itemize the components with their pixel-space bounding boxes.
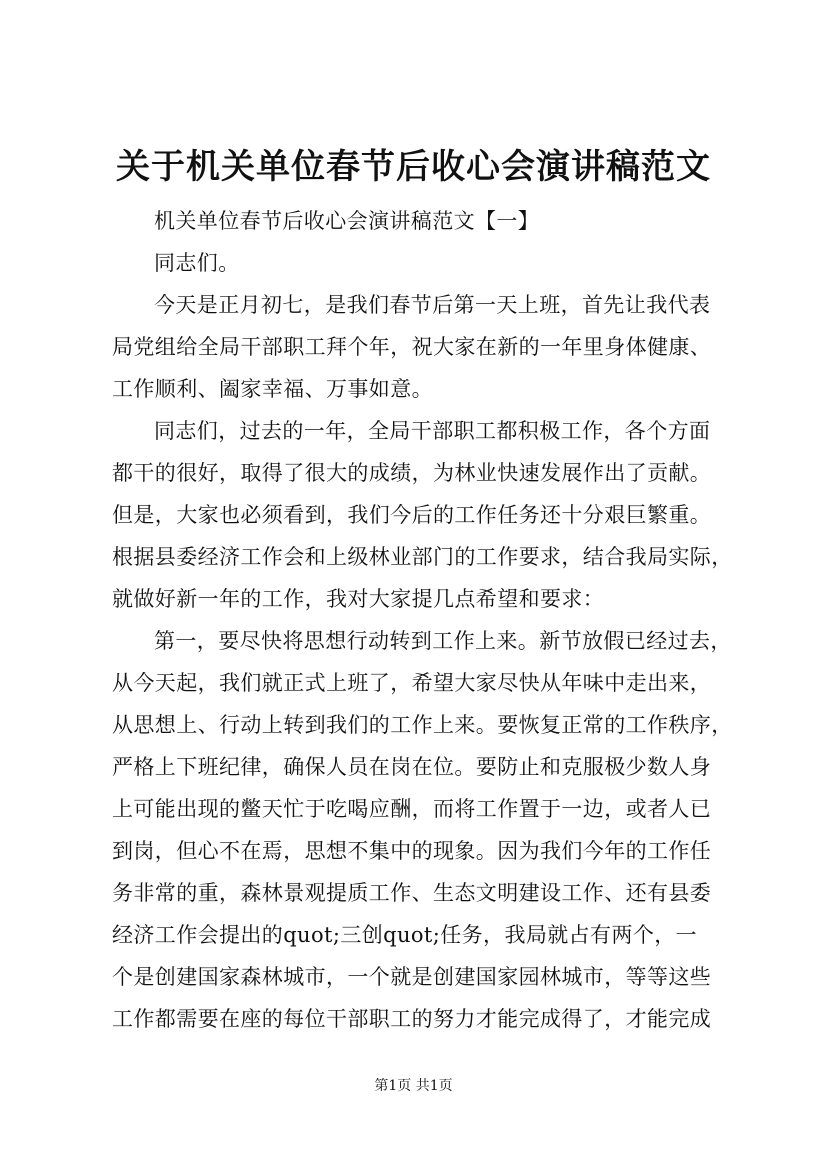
- page-number-footer: 第1页 共1页: [374, 1078, 453, 1094]
- body-line: 上可能出现的鳖天忙于吃喝应酬，而将工作置于一边，或者人已: [112, 797, 712, 821]
- body-line: 严格上下班纪律，确保人员在岗在位。要防止和克服极少数人身: [112, 755, 712, 779]
- document-body: [112, 200, 752, 1040]
- body-line: 同志们。: [154, 251, 240, 275]
- body-line: 就做好新一年的工作，我对大家提几点希望和要求：: [112, 587, 605, 611]
- body-line: 第一，要尽快将思想行动转到工作上来。新节放假已经过去，: [154, 629, 732, 653]
- body-line: 从思想上、行动上转到我们的工作上来。要恢复正常的工作秩序，: [112, 713, 733, 737]
- body-line: 局党组给全局干部职工拜个年，祝大家在新的一年里身体健康、: [112, 335, 712, 359]
- body-line: 都干的很好，取得了很大的成绩，为林业快速发展作出了贡献。: [112, 461, 712, 485]
- body-line: 到岗，但心不在焉，思想不集中的现象。因为我们今年的工作任: [112, 839, 712, 863]
- body-line: 经济工作会提出的quot;三创quot;任务，我局就占有两个，一: [112, 923, 698, 947]
- body-line: 今天是正月初七，是我们春节后第一天上班，首先让我代表: [154, 293, 711, 317]
- body-line: 个是创建国家森林城市，一个就是创建国家园林城市，等等这些: [112, 965, 712, 989]
- body-line: 根据县委经济工作会和上级林业部门的工作要求，结合我局实际，: [112, 545, 733, 569]
- body-line: 从今天起，我们就正式上班了，希望大家尽快从年味中走出来，: [112, 671, 712, 695]
- body-line: 工作顺利、阖家幸福、万事如意。: [112, 377, 433, 401]
- body-line: 机关单位春节后收心会演讲稿范文【一】: [154, 209, 540, 233]
- document-title: 关于机关单位春节后收心会演讲稿范文: [116, 147, 711, 187]
- body-line: 工作都需要在座的每位干部职工的努力才能完成得了，才能完成: [112, 1007, 712, 1031]
- body-line: 务非常的重，森林景观提质工作、生态文明建设工作、还有县委: [112, 881, 712, 905]
- body-line: 同志们，过去的一年，全局干部职工都积极工作，各个方面: [154, 419, 711, 443]
- body-line: 但是，大家也必须看到，我们今后的工作任务还十分艰巨繁重。: [112, 503, 712, 527]
